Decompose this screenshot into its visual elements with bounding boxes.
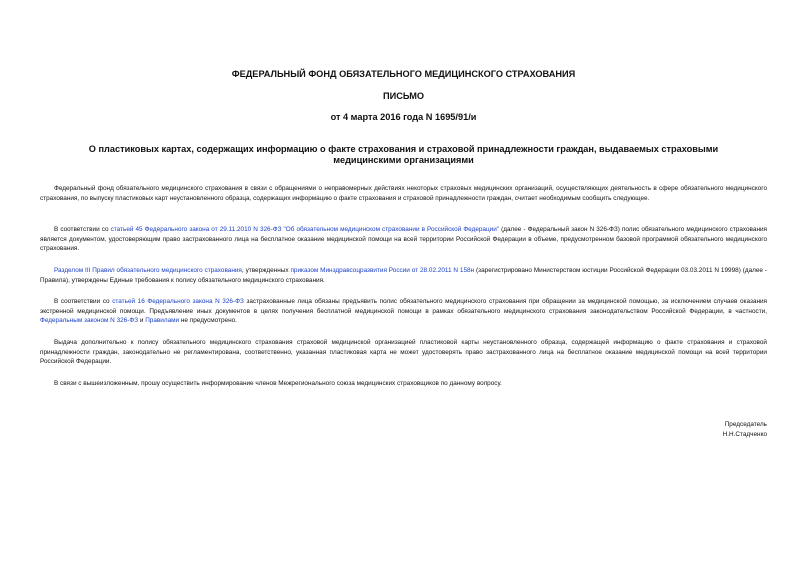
paragraph-6: В связи с вышеизложенным, прошу осуществить информирование членов Межрегионального союза медицинских страховщиков по данному вопросу. bbox=[54, 380, 502, 387]
paragraph-4 bbox=[40, 297, 767, 326]
paragraph-3 bbox=[40, 266, 767, 285]
document-subject: О пластиковых картах, содержащих информацию о факте страхования и страховой принадлежности граждан, выдаваемых страховыми медицинскими организациями bbox=[88, 144, 719, 165]
paragraph-2-text-b: (далее - Федеральный закон N 326-ФЗ) полис обязательного медицинского страхования является документом, удостоверяющим право застрахованного лица на бесплатное оказание медицинской помощи на всей территории Российской Федерации в объеме, предусмотренном базовой программой обязательного медицинского страхования. bbox=[40, 226, 767, 253]
signature-position: Председатель bbox=[724, 421, 767, 428]
paragraph-2 bbox=[40, 225, 767, 254]
paragraph-4-text-d: не предусмотрено. bbox=[179, 317, 237, 325]
document-type: ПИСЬМО bbox=[382, 91, 425, 101]
link-article-16-law-326[interactable]: статьей 16 Федерального закона N 326-ФЗ bbox=[112, 298, 244, 305]
signature-name: Н.Н.Стадченко bbox=[722, 431, 767, 438]
organization-title: ФЕДЕРАЛЬНЫЙ ФОНД ОБЯЗАТЕЛЬНОГО МЕДИЦИНСКОГО СТРАХОВАНИЯ bbox=[231, 69, 576, 79]
link-article-45-law-326[interactable]: статьей 45 Федерального закона от 29.11.2010 N 326-ФЗ "Об обязательном медицинском страховании в Российской Федерации" bbox=[110, 226, 500, 233]
paragraph-4-text-c: и bbox=[138, 317, 146, 325]
paragraph-3-text-a: , утвержденных bbox=[241, 267, 291, 274]
link-federal-law-326[interactable]: Федеральным законом N 326-ФЗ bbox=[40, 317, 139, 325]
link-rules[interactable]: Правилами bbox=[145, 317, 180, 325]
link-section-3-rules[interactable]: Разделом III Правил обязательного медицинского страхования bbox=[54, 267, 242, 274]
paragraph-1: Федеральный фонд обязательного медицинского страхования в связи с обращениями о неправомерных действиях некоторых страховых медицинских организаций, осуществляющих деятельность в сфере обязательного медицинского страхования, по выпуску пластиковых карт неустановленного образца, содержащих информацию о факте страхования и страховой принадлежности граждан, считает необходимым сообщить следующее. bbox=[40, 185, 767, 202]
paragraph-2-text-a: В соответствии со bbox=[54, 226, 111, 233]
link-order-158n[interactable]: приказом Минздравсоцразвития России от 28.02.2011 N 158н bbox=[290, 267, 475, 274]
paragraph-4-text-a: В соответствии со bbox=[54, 298, 113, 305]
paragraph-4-text-b: застрахованные лица обязаны предъявить полис обязательного медицинского страхования при обращении за медицинской помощью, за исключением случаев оказания экстренной медицинской помощи. Предъявление иных документов в целях получения бесплатной медицинской помощи в рамках обязательного медицинского страхования законодательством Российской Федерации, в частности, bbox=[40, 298, 768, 315]
document-date-number: от 4 марта 2016 года N 1695/91/и bbox=[330, 112, 477, 122]
paragraph-5: Выдача дополнительно к полису обязательного медицинского страхования страховой медицинской организацией пластиковой карты неустановленного образца, содержащей информацию о факте страхования и страховой принадлежности граждан, законодательно не регламентирована, соответственно, указанная пластиковая карта не может удостоверять право застрахованного лица на бесплатное оказание медицинской помощи на всей территории Российской Федерации. bbox=[40, 339, 767, 366]
paragraph-3-text-b: (зарегистрировано Министерством юстиции Российской Федерации 03.03.2011 N 19998) (далее - Правила), утверждены Единые требования к полису обязательного медицинского страхования. bbox=[40, 267, 767, 284]
